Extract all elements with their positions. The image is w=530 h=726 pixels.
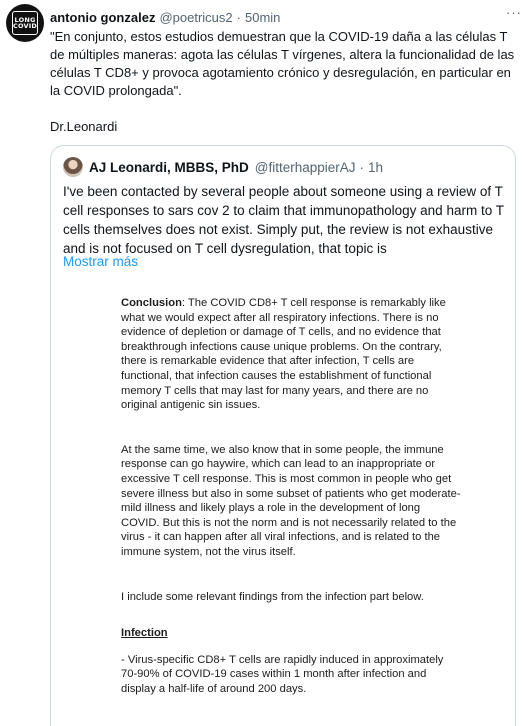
timestamp[interactable]: 50min [244, 9, 281, 25]
separator-dot: · [236, 9, 241, 25]
quoted-tweet[interactable] [50, 145, 516, 726]
document-paragraph-3: I include some relevant findings from the infection part below. [121, 590, 424, 603]
tweet-signature: Dr.Leonardi [50, 119, 118, 134]
quoted-author-handle[interactable]: @fitterhappierAJ [254, 159, 356, 175]
more-options-icon[interactable]: ··· [506, 5, 522, 20]
conclusion-paragraph [121, 296, 461, 413]
long-covid-logo [12, 11, 38, 35]
quoted-separator-dot: · [359, 159, 365, 175]
infection-heading: Infection [121, 627, 168, 640]
attached-document-image[interactable] [51, 280, 515, 726]
tweet-text-paragraph: "En conjunto, estos estudios demuestran que la COVID-19 daña a las células T de múltiples maneras: agota las células T vírgenes, altera la funcionalidad de las células T CD8+ y provoca agotamiento crónico y desregulación, en particular en la COVID prolongada". [50, 29, 515, 98]
show-more-link[interactable]: Mostrar más [63, 254, 139, 269]
avatar-text-long: LONG [14, 15, 36, 24]
quoted-tweet-text: I've been contacted by several people about someone using a review of T cell responses to sars cov 2 to claim that immunopathology and harm to T cells themselves does not exist. Simply put, the review is not exhaustive and is not focused on T cell dysregulation, that topic is [63, 184, 504, 256]
quoted-avatar[interactable] [63, 157, 83, 177]
quoted-author-name[interactable]: AJ Leonardi, MBBS, PhD [89, 159, 249, 175]
quoted-tweet-header [63, 156, 383, 178]
avatar-text-covid: COVID [13, 22, 37, 30]
document-paragraph-2: At the same time, we also know that in some people, the immune response can go haywire, which can lead to an inappropriate or excessive T cell response. This is most common in people who get severe illness but also in some subset of patients who get moderate-mild illness and likely plays a role in the development of long COVID. But this is not the norm and is not necessarily related to the virus - it can happen after all viral infections, and is related to the immune system, not the virus itself. [121, 443, 461, 558]
tweet-header [50, 8, 506, 26]
quoted-timestamp[interactable]: 1h [368, 159, 384, 175]
author-name[interactable]: antonio gonzalez [50, 9, 156, 25]
infection-paragraph: - Virus-specific CD8+ T cells are rapidly induced in approximately 70-90% of COVID-19 cases within 1 month after infection and display a half-life of around 200 days. [121, 653, 444, 695]
conclusion-text: : The COVID CD8+ T cell response is remarkably like what we would expect after all respiratory infections. There is no evidence of depletion or damage of T cells, and no evidence that breakthrough infections cause unique problems. On the contrary, there is remarkable evidence that after infection, T cells are functional, that infection causes the establishment of functional memory T cells that may last for many years, and there are no original antigenic sin issues. [121, 297, 446, 412]
avatar[interactable] [6, 4, 44, 42]
conclusion-label: Conclusion [121, 297, 182, 309]
author-handle[interactable]: @poetricus2 [159, 9, 233, 25]
tweet-text [50, 28, 516, 100]
document-text [121, 296, 461, 696]
